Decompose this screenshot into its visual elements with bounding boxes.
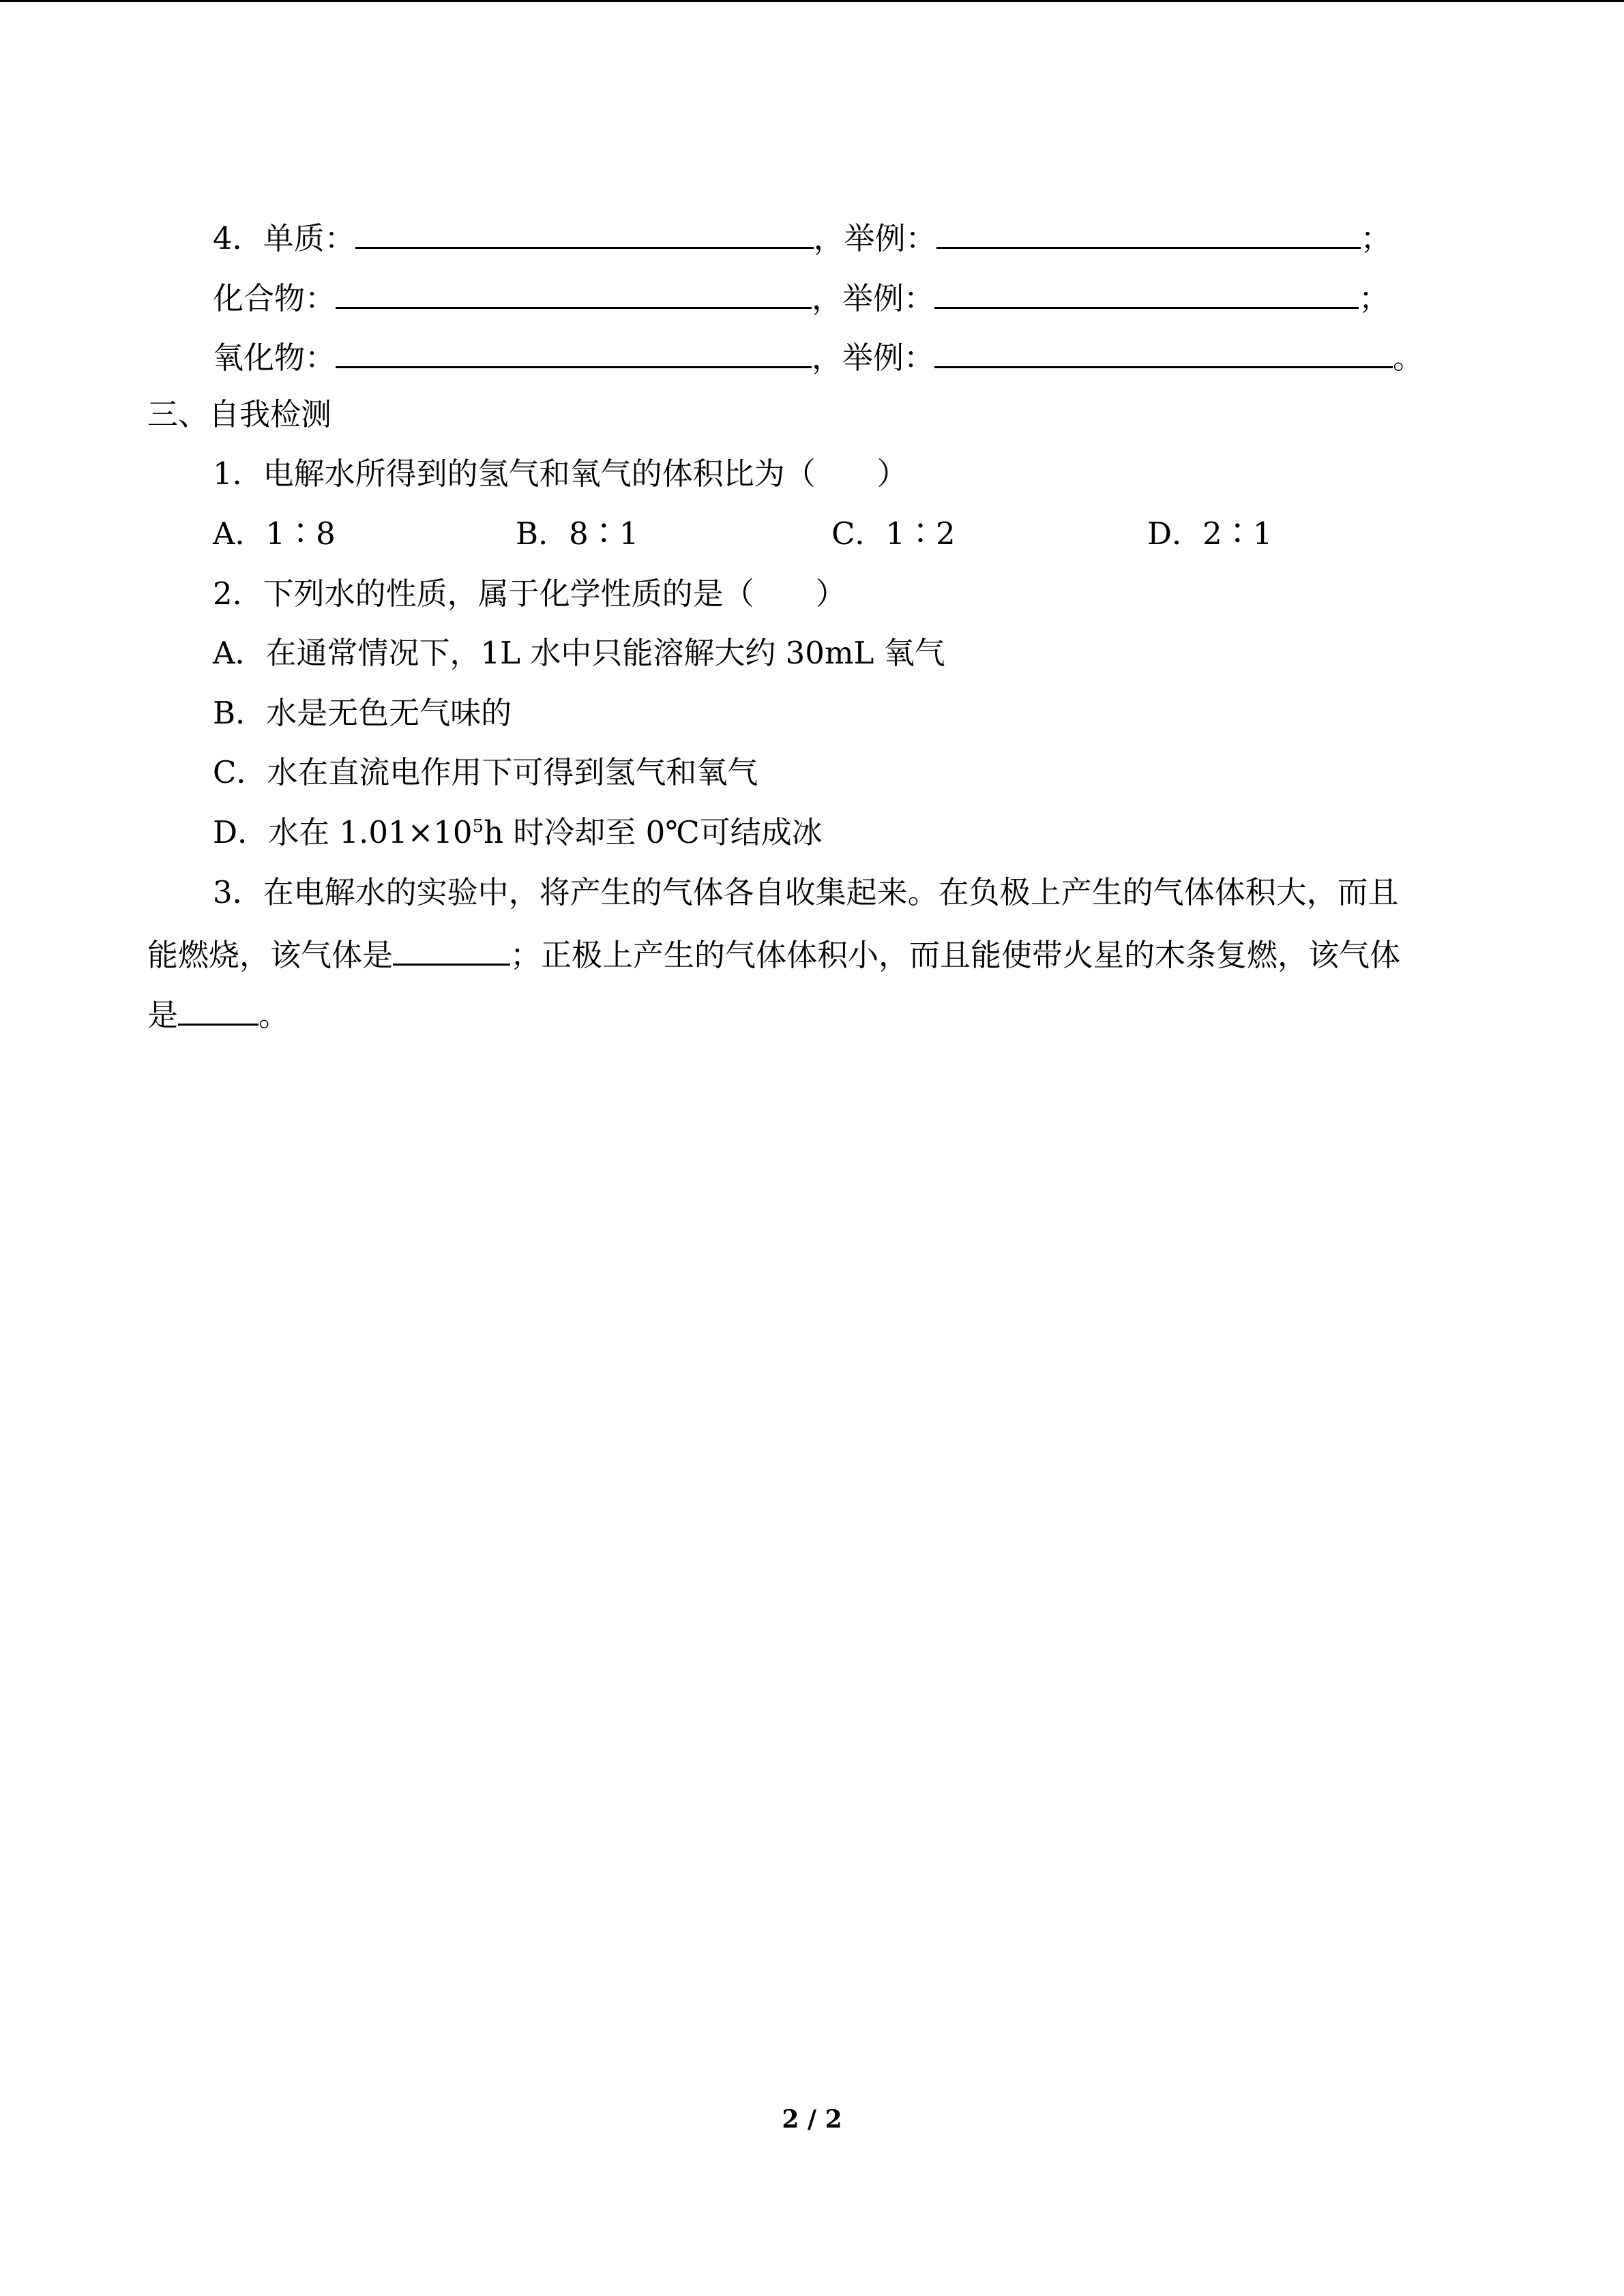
section-heading: 三、自我检测 (147, 396, 332, 432)
danzhi-definition-blank[interactable] (355, 220, 814, 249)
q3-line2-pre: 能燃烧，该气体是 (147, 937, 394, 973)
yanghuawu-example-blank[interactable] (934, 339, 1393, 368)
q2-option-a[interactable]: A．在通常情况下，1L 水中只能溶解大约 30mL 氧气 (213, 635, 945, 671)
question-3-line-1: 3．在电解水的实验中，将产生的气体各自收集起来。在负极上产生的气体体积大，而且 (213, 874, 1399, 910)
q3-line3-post: 。 (259, 997, 290, 1033)
q3-blank-2[interactable] (178, 996, 259, 1026)
yanghuawu-definition-blank[interactable] (336, 339, 812, 368)
huahewu-example-label: ，举例： (812, 280, 935, 316)
q2-option-d[interactable] (213, 814, 823, 850)
huahewu-end: ； (1359, 280, 1390, 316)
q1-option-b[interactable]: B．8∶1 (516, 516, 639, 552)
q1-option-c[interactable]: C．1∶2 (831, 516, 956, 552)
huahewu-line (213, 280, 1389, 314)
danzhi-end: ； (1360, 220, 1391, 256)
question-3-line-2 (147, 936, 1401, 973)
q2-option-c[interactable]: C．水在直流电作用下可得到氢气和氧气 (213, 754, 758, 790)
q1-option-a[interactable]: A．1∶8 (213, 516, 336, 552)
question-3-line-3 (147, 996, 290, 1033)
q2-option-b[interactable]: B．水是无色无气味的 (213, 695, 512, 731)
page-top-border (0, 0, 1624, 2)
q1-option-d[interactable]: D．2∶1 (1147, 516, 1273, 552)
huahewu-definition-blank[interactable] (336, 280, 812, 309)
page-number: 2 / 2 (782, 2105, 842, 2134)
danzhi-number: 4． (213, 220, 263, 256)
danzhi-example-blank[interactable] (936, 220, 1361, 249)
q3-line3-pre: 是 (147, 997, 179, 1033)
yanghuawu-label: 氧化物： (213, 340, 336, 376)
q3-line2-post: ；正极上产生的气体体积小，而且能使带火星的木条复燃，该气体 (510, 937, 1401, 973)
yanghuawu-end: 。 (1393, 340, 1424, 376)
huahewu-label: 化合物： (213, 280, 336, 316)
question-2: 2．下列水的性质，属于化学性质的是（ ） (213, 576, 846, 612)
danzhi-line (213, 220, 1391, 254)
q2-option-d-pre: D．水在 1.01×10 (213, 814, 473, 850)
q2-option-d-post: h 时冷却至 0℃可结成冰 (484, 814, 823, 850)
question-1: 1．电解水所得到的氢气和氧气的体积比为（ ） (213, 456, 908, 492)
yanghuawu-example-label: ，举例： (812, 340, 935, 376)
q3-blank-1[interactable] (393, 936, 510, 966)
huahewu-example-blank[interactable] (934, 280, 1359, 309)
yanghuawu-line (213, 339, 1424, 376)
q2-option-d-exponent: 5 (472, 816, 484, 837)
danzhi-label: 单质： (263, 220, 355, 256)
danzhi-example-label: ，举例： (813, 220, 936, 256)
